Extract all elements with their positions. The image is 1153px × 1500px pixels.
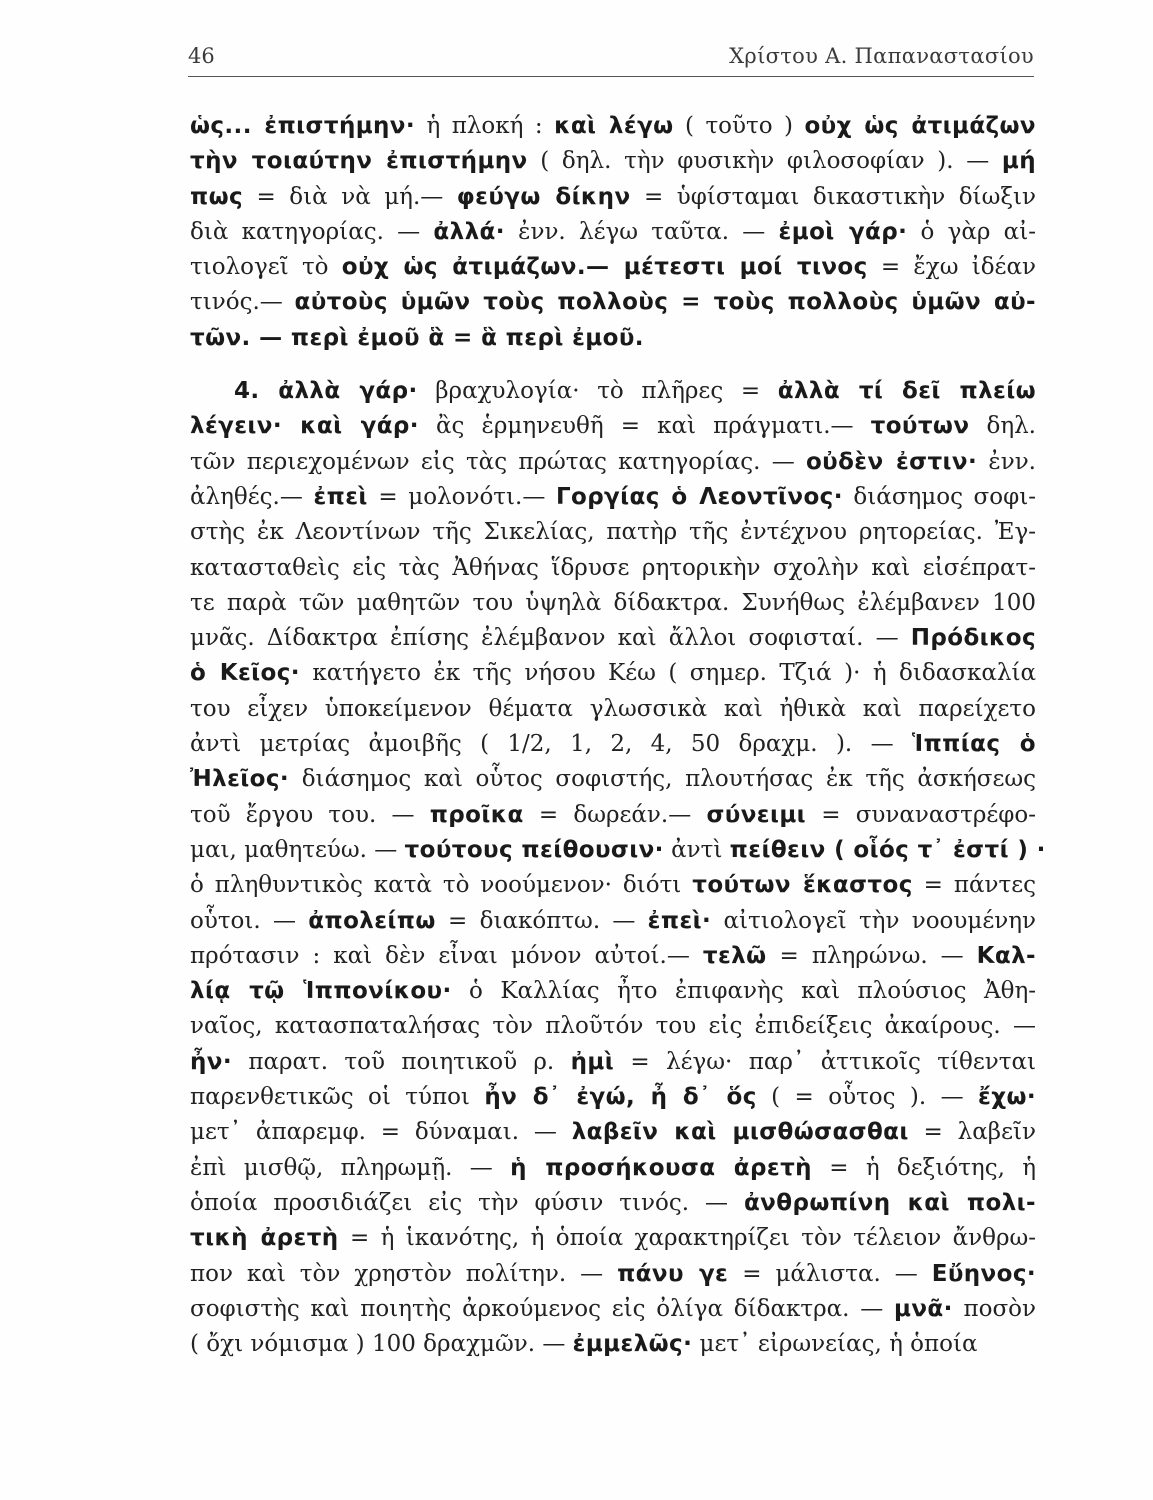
text-line: [190, 762, 1036, 797]
lemma-term: οὐχ ὡς ἀτιμάζων.— μέτεστι μοί τινος: [341, 254, 868, 281]
gloss-text: = μάλιστα. —: [728, 1260, 932, 1287]
gloss-text: σοφιστὴς καὶ ποιητὴς ἀρκούμενος εἰς ὀλίγα δίδακτρα. —: [190, 1295, 894, 1322]
text-line: [190, 1186, 1036, 1221]
lemma-term: πάνυ γε: [617, 1260, 729, 1287]
gloss-text: = λέγω· παρ᾽ ἀττικοῖς τίθενται: [614, 1048, 1036, 1075]
text-line: [190, 1292, 1036, 1327]
lemma-term: 4. ἀλλὰ γάρ·: [234, 378, 418, 405]
lemma-term: ὡς... ἐπιστήμην·: [190, 113, 416, 139]
gloss-text: τιολογεῖ τὸ: [190, 254, 342, 281]
gloss-text: διάσημος καὶ οὗτος σοφιστής, πλουτήσας ἐκ τῆς ἀσκήσεως: [289, 766, 1036, 793]
lemma-term: τικὴ ἀρετὴ: [190, 1225, 339, 1252]
text-line: [190, 409, 1036, 444]
text-line: [190, 939, 1036, 974]
gloss-text: μετ᾽ εἰρωνείας, ἡ ὁποία: [692, 1331, 978, 1358]
text-line: [190, 551, 1036, 586]
lemma-term: τούτων: [870, 413, 970, 440]
lemma-term: ἀλλά·: [433, 218, 505, 245]
text-line: [190, 727, 1036, 762]
paragraph: [190, 109, 1036, 356]
gloss-text: = ἔχω ἰδέαν: [867, 254, 1036, 281]
lemma-term: ἔχω·: [978, 1084, 1037, 1111]
lemma-term: Ἠλεῖος·: [190, 766, 290, 793]
gloss-text: ἐπὶ μισθῷ, πληρωμῇ. —: [190, 1154, 511, 1181]
gloss-text: ἡ πλοκή :: [415, 113, 555, 139]
text-line: [190, 833, 1046, 868]
lemma-term: λίᾳ τῷ Ἱππονίκου·: [190, 978, 452, 1005]
gloss-text: ὁποία προσιδιάζει εἰς τὴν φύσιν τινός. —: [190, 1189, 744, 1216]
gloss-text: ποσὸν: [952, 1295, 1036, 1322]
gloss-text: = πληρώνω. —: [766, 942, 977, 969]
text-line: [190, 692, 1036, 727]
gloss-text: ὁ Καλλίας ἦτο ἐπιφανὴς καὶ πλούσιος Ἀθη-: [451, 978, 1036, 1005]
lemma-term: ἡ προσήκουσα ἀρετὴ: [510, 1154, 812, 1181]
lemma-term: Πρόδικος: [910, 625, 1036, 652]
lemma-term: Γοργίας ὁ Λεοντῖνος·: [555, 483, 843, 510]
text-line: [190, 1045, 1036, 1080]
text-line: [190, 180, 1036, 215]
lemma-term: σύνειμι: [706, 801, 807, 828]
text-line: [190, 445, 1036, 480]
gloss-text: παρατ. τοῦ ποιητικοῦ ρ.: [231, 1048, 571, 1075]
lemma-term: οὐδὲν ἐστιν·: [805, 448, 978, 475]
gloss-text: ναῖος, κατασπαταλήσας τὸν πλοῦτόν του εἰς ἐπιδείξεις ἀκαίρους. —: [190, 1013, 1036, 1040]
text-line: [190, 1257, 1036, 1292]
page-number: 46: [188, 44, 215, 68]
gloss-text: = πάντες: [912, 872, 1036, 899]
lemma-term: μνᾶ·: [894, 1295, 953, 1322]
text-line: [190, 621, 1036, 656]
gloss-text: βραχυλογία· τὸ πλῆρες =: [417, 378, 778, 405]
text-line: [190, 480, 1036, 515]
lemma-term: Εὔηνος·: [931, 1260, 1036, 1287]
text-line: [190, 1009, 1036, 1044]
gloss-text: κατήγετο ἐκ τῆς νήσου Κέω ( σημερ. Τζιά )· ἡ διδασκαλία: [299, 660, 1036, 687]
lemma-term: ἦν·: [190, 1048, 232, 1075]
lemma-term: οὐχ ὡς ἀτιμάζων: [804, 113, 1036, 139]
gloss-text: = δωρεάν.—: [523, 801, 707, 828]
gloss-text: = διὰ νὰ μή.—: [243, 183, 457, 210]
text-line: [190, 1327, 1036, 1362]
lemma-term: τὴν τοιαύτην ἐπιστήμην: [190, 148, 528, 175]
gloss-text: = ὑφίσταμαι δικαστικὴν δίωξιν: [630, 183, 1036, 210]
lemma-term: Καλ-: [976, 942, 1036, 969]
text-line: [190, 215, 1036, 250]
gloss-text: = ἡ ἱκανότης, ἡ ὁποία χαρακτηρίζει τὸν τέλειον ἄνθρω-: [338, 1225, 1036, 1252]
text-line: [190, 1221, 1036, 1256]
text-line: [190, 586, 1036, 621]
gloss-text: ἂς ἑρμηνευθῆ = καὶ πράγματι.—: [418, 413, 871, 440]
gloss-text: ( ὄχι νόμισμα ) 100 δραχμῶν. —: [190, 1331, 573, 1358]
lemma-term: ἠμὶ: [570, 1048, 615, 1075]
gloss-text: τινός.—: [190, 289, 295, 316]
text-line: [190, 904, 1036, 939]
header-rule: [188, 76, 1034, 77]
gloss-text: ( δηλ. τὴν φυσικὴν φιλοσοφίαν ). —: [527, 148, 1002, 175]
gloss-text: διάσημος σοφι-: [842, 483, 1037, 510]
gloss-text: τοῦ ἔργου του. —: [190, 801, 430, 828]
lemma-term: τελῶ: [702, 942, 767, 969]
running-head: Χρίστου Α. Παπαναστασίου: [729, 44, 1034, 68]
text-line: [190, 1115, 1036, 1150]
text-line: [190, 321, 1036, 356]
text-line: [190, 374, 1036, 409]
gloss-text: ἀντὶ μετρίας ἀμοιβῆς ( 1/2, 1, 2, 4, 50 δραχμ. ). —: [190, 731, 912, 758]
gloss-text: του εἶχεν ὑποκείμενον θέματα γλωσσικὰ καὶ ἠθικὰ καὶ παρείχετο: [190, 695, 1036, 722]
lemma-term: ἐμμελῶς·: [572, 1331, 693, 1358]
text-line: [190, 868, 1036, 903]
page-header: [188, 44, 1034, 76]
lemma-term: μή: [1001, 148, 1036, 175]
gloss-text: = διακόπτω. —: [435, 907, 648, 934]
lemma-term: τούτων ἕκαστος: [692, 872, 913, 899]
gloss-text: ὁ γὰρ αἰ-: [907, 218, 1036, 245]
gloss-text: = συναναστρέφο-: [806, 801, 1037, 828]
gloss-text: ἐνν.: [977, 448, 1036, 475]
text-line: [190, 109, 1036, 144]
gloss-text: κατασταθεὶς εἰς τὰς Ἀθήνας ἵδρυσε ρητορικὴν σχολὴν καὶ εἰσέπρατ-: [190, 554, 1036, 581]
lemma-term: πως: [190, 183, 244, 210]
gloss-text: παρενθετικῶς οἱ τύποι: [190, 1084, 485, 1111]
lemma-term: ἀλλὰ τί δεῖ πλείω: [777, 378, 1037, 405]
gloss-text: δηλ.: [969, 413, 1036, 440]
text-line: [190, 1080, 1036, 1115]
lemma-term: πείθειν ( οἷός τ᾽ ἐστί ) ·: [729, 836, 1046, 863]
gloss-text: πρότασιν : καὶ δὲν εἶναι μόνον αὐτοί.—: [190, 942, 703, 969]
gloss-text: στὴς ἐκ Λεοντίνων τῆς Σικελίας, πατὴρ τῆς ἐντέχνου ρητορείας. Ἐγ-: [190, 519, 1036, 546]
text-line: [190, 974, 1036, 1009]
gloss-text: ἐνν. λέγω ταῦτα. —: [504, 218, 779, 245]
gloss-text: ἀντὶ: [663, 836, 730, 863]
lemma-term: Ἱππίας ὁ: [911, 731, 1036, 758]
gloss-text: = λαβεῖν: [908, 1119, 1036, 1146]
paragraph: [190, 374, 1046, 1362]
lemma-term: καὶ λέγω: [554, 113, 674, 139]
lemma-term: ἀνθρωπίνη καὶ πολι-: [743, 1189, 1036, 1216]
gloss-text: τε παρὰ τῶν μαθητῶν του ὑψηλὰ δίδακτρα. Συνήθως ἐλέμβανεν 100: [190, 589, 1036, 616]
lemma-term: ὁ Κεῖος·: [190, 660, 300, 687]
lemma-term: φεύγω δίκην: [456, 183, 631, 210]
lemma-term: ἐπεὶ·: [647, 907, 712, 934]
gloss-text: αἰτιολογεῖ τὴν νοουμένην: [711, 907, 1036, 934]
gloss-text: οὗτοι. —: [190, 907, 309, 934]
gloss-text: μαι, μαθητεύω. —: [190, 836, 405, 863]
text-line: [190, 144, 1036, 179]
lemma-term: ἐπεὶ: [313, 483, 368, 510]
text-line: [190, 250, 1036, 285]
gloss-text: πον καὶ τὸν χρηστὸν πολίτην. —: [190, 1260, 618, 1287]
text-line: [190, 1151, 1036, 1186]
lemma-term: ἀπολείπω: [308, 907, 436, 934]
text-line: [190, 798, 1036, 833]
gloss-text: μνᾶς. Δίδακτρα ἐπίσης ἐλέμβανον καὶ ἄλλοι σοφισταί. —: [190, 625, 911, 652]
gloss-text: ( τοῦτο ): [673, 113, 805, 139]
lemma-term: τούτους πείθουσιν·: [404, 836, 664, 863]
lemma-term: λαβεῖν καὶ μισθώσασθαι: [571, 1119, 909, 1146]
lemma-term: αὐτοὺς ὑμῶν τοὺς πολλοὺς = τοὺς πολλοὺς ὑμῶν αὐ-: [294, 289, 1037, 316]
gloss-text: ( = οὗτος ). —: [756, 1084, 979, 1111]
lemma-term: προῖκα: [429, 801, 524, 828]
gloss-text: διὰ κατηγορίας. —: [190, 218, 434, 245]
gloss-text: = μολονότι.—: [367, 483, 556, 510]
gloss-text: μετ᾽ ἀπαρεμφ. = δύναμαι. —: [190, 1119, 572, 1146]
lemma-term: τῶν. — περὶ ἐμοῦ ἃ = ἃ περὶ ἐμοῦ.: [190, 324, 644, 351]
gloss-text: τῶν περιεχομένων εἰς τὰς πρώτας κατηγορίας. —: [190, 448, 806, 475]
gloss-text: ἀληθές.—: [190, 483, 314, 510]
text-line: [190, 656, 1036, 691]
commentary-text: [190, 109, 1046, 1362]
gloss-text: = ἡ δεξιότης, ἡ: [811, 1154, 1036, 1181]
lemma-term: λέγειν· καὶ γάρ·: [190, 413, 419, 440]
gloss-text: ὁ πληθυντικὸς κατὰ τὸ νοούμενον· διότι: [190, 872, 693, 899]
text-line: [190, 285, 1036, 320]
text-line: [190, 515, 1036, 550]
lemma-term: ἦν δ᾽ ἐγώ, ἦ δ᾽ ὅς: [484, 1084, 757, 1111]
lemma-term: ἐμοὶ γάρ·: [778, 218, 908, 245]
